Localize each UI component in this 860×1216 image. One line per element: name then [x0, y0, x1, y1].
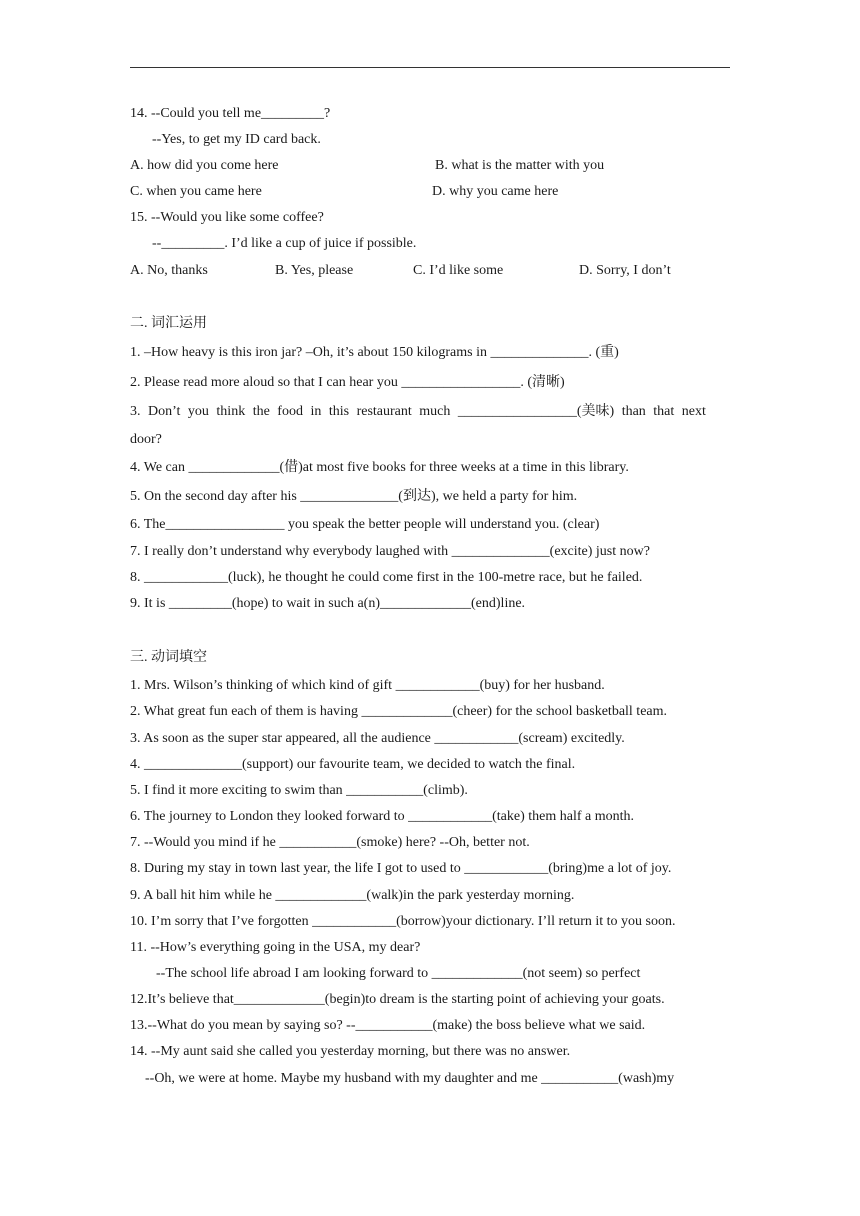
- vocab-item-5: 5. On the second day after his ______________(到达), we held a party for him.: [130, 489, 578, 504]
- verb-item-5: 5. I find it more exciting to swim than ___________(climb).: [130, 783, 468, 798]
- q14-option-c: C. when you came here: [130, 184, 262, 199]
- vocab-item-3-text: 3. Don’t you think the food in this restaurant much _________________(美味) than that next: [130, 404, 706, 419]
- vocab-item-3: [130, 403, 730, 421]
- vocab-item-8: 8. ____________(luck), he thought he could come first in the 100-metre race, but he failed.: [130, 570, 643, 585]
- vocab-item-6: 6. The_________________ you speak the better people will understand you. (clear): [130, 517, 600, 532]
- verb-item-9: 9. A ball hit him while he _____________(walk)in the park yesterday morning.: [130, 888, 575, 903]
- question-14-reply: --Yes, to get my ID card back.: [152, 132, 321, 147]
- verb-item-14: 14. --My aunt said she called you yesterday morning, but there was no answer.: [130, 1044, 571, 1059]
- verb-item-3: 3. As soon as the super star appeared, all the audience ____________(scream) excitedly.: [130, 731, 625, 746]
- q14-option-d: D. why you came here: [432, 184, 559, 199]
- q15-option-b: B. Yes, please: [275, 263, 354, 278]
- verb-item-7: 7. --Would you mind if he ___________(smoke) here? --Oh, better not.: [130, 835, 530, 850]
- section-heading-verbs: 三. 动词填空: [130, 650, 207, 665]
- q15-option-a: A. No, thanks: [130, 263, 208, 278]
- vocab-item-1: 1. –How heavy is this iron jar? –Oh, it’s about 150 kilograms in ______________. (重): [130, 345, 619, 360]
- vocab-item-4: 4. We can _____________(借)at most five books for three weeks at a time in this library.: [130, 460, 629, 475]
- question-14: 14. --Could you tell me_________?: [130, 106, 331, 121]
- q15-option-c: C. I’d like some: [413, 263, 504, 278]
- q14-option-a: A. how did you come here: [130, 158, 279, 173]
- vocab-item-2: 2. Please read more aloud so that I can hear you _________________. (清晰): [130, 375, 565, 390]
- q15-option-d: D. Sorry, I don’t: [579, 263, 671, 278]
- question-15-reply: --_________. I’d like a cup of juice if possible.: [152, 236, 417, 251]
- verb-item-8: 8. During my stay in town last year, the life I got to used to ____________(bring)me a lot of joy.: [130, 861, 672, 876]
- vocab-item-3-cont: door?: [130, 432, 162, 447]
- verb-item-13: 13.--What do you mean by saying so? --___________(make) the boss believe what we said.: [130, 1018, 646, 1033]
- verb-item-2: 2. What great fun each of them is having _____________(cheer) for the school basketball team.: [130, 704, 668, 719]
- header-rule: [130, 67, 730, 68]
- vocab-item-9: 9. It is _________(hope) to wait in such a(n)_____________(end)line.: [130, 596, 526, 611]
- verb-item-4: 4. ______________(support) our favourite team, we decided to watch the final.: [130, 757, 576, 772]
- verb-item-10: 10. I’m sorry that I’ve forgotten ____________(borrow)your dictionary. I’ll return it to you soon.: [130, 914, 676, 929]
- vocab-item-7: 7. I really don’t understand why everybody laughed with ______________(excite) just now?: [130, 544, 650, 559]
- q14-option-b: B. what is the matter with you: [435, 158, 605, 173]
- section-heading-vocabulary: 二. 词汇运用: [130, 316, 207, 331]
- verb-item-14-reply: --Oh, we were at home. Maybe my husband with my daughter and me ___________(wash)my: [145, 1071, 675, 1086]
- verb-item-12: 12.It’s believe that_____________(begin)to dream is the starting point of achieving your goats.: [130, 992, 665, 1007]
- verb-item-1: 1. Mrs. Wilson’s thinking of which kind of gift ____________(buy) for her husband.: [130, 678, 605, 693]
- verb-item-11-reply: --The school life abroad I am looking forward to _____________(not seem) so perfect: [156, 966, 641, 981]
- question-15: 15. --Would you like some coffee?: [130, 210, 324, 225]
- verb-item-6: 6. The journey to London they looked forward to ____________(take) them half a month.: [130, 809, 635, 824]
- verb-item-11: 11. --How’s everything going in the USA, my dear?: [130, 940, 421, 955]
